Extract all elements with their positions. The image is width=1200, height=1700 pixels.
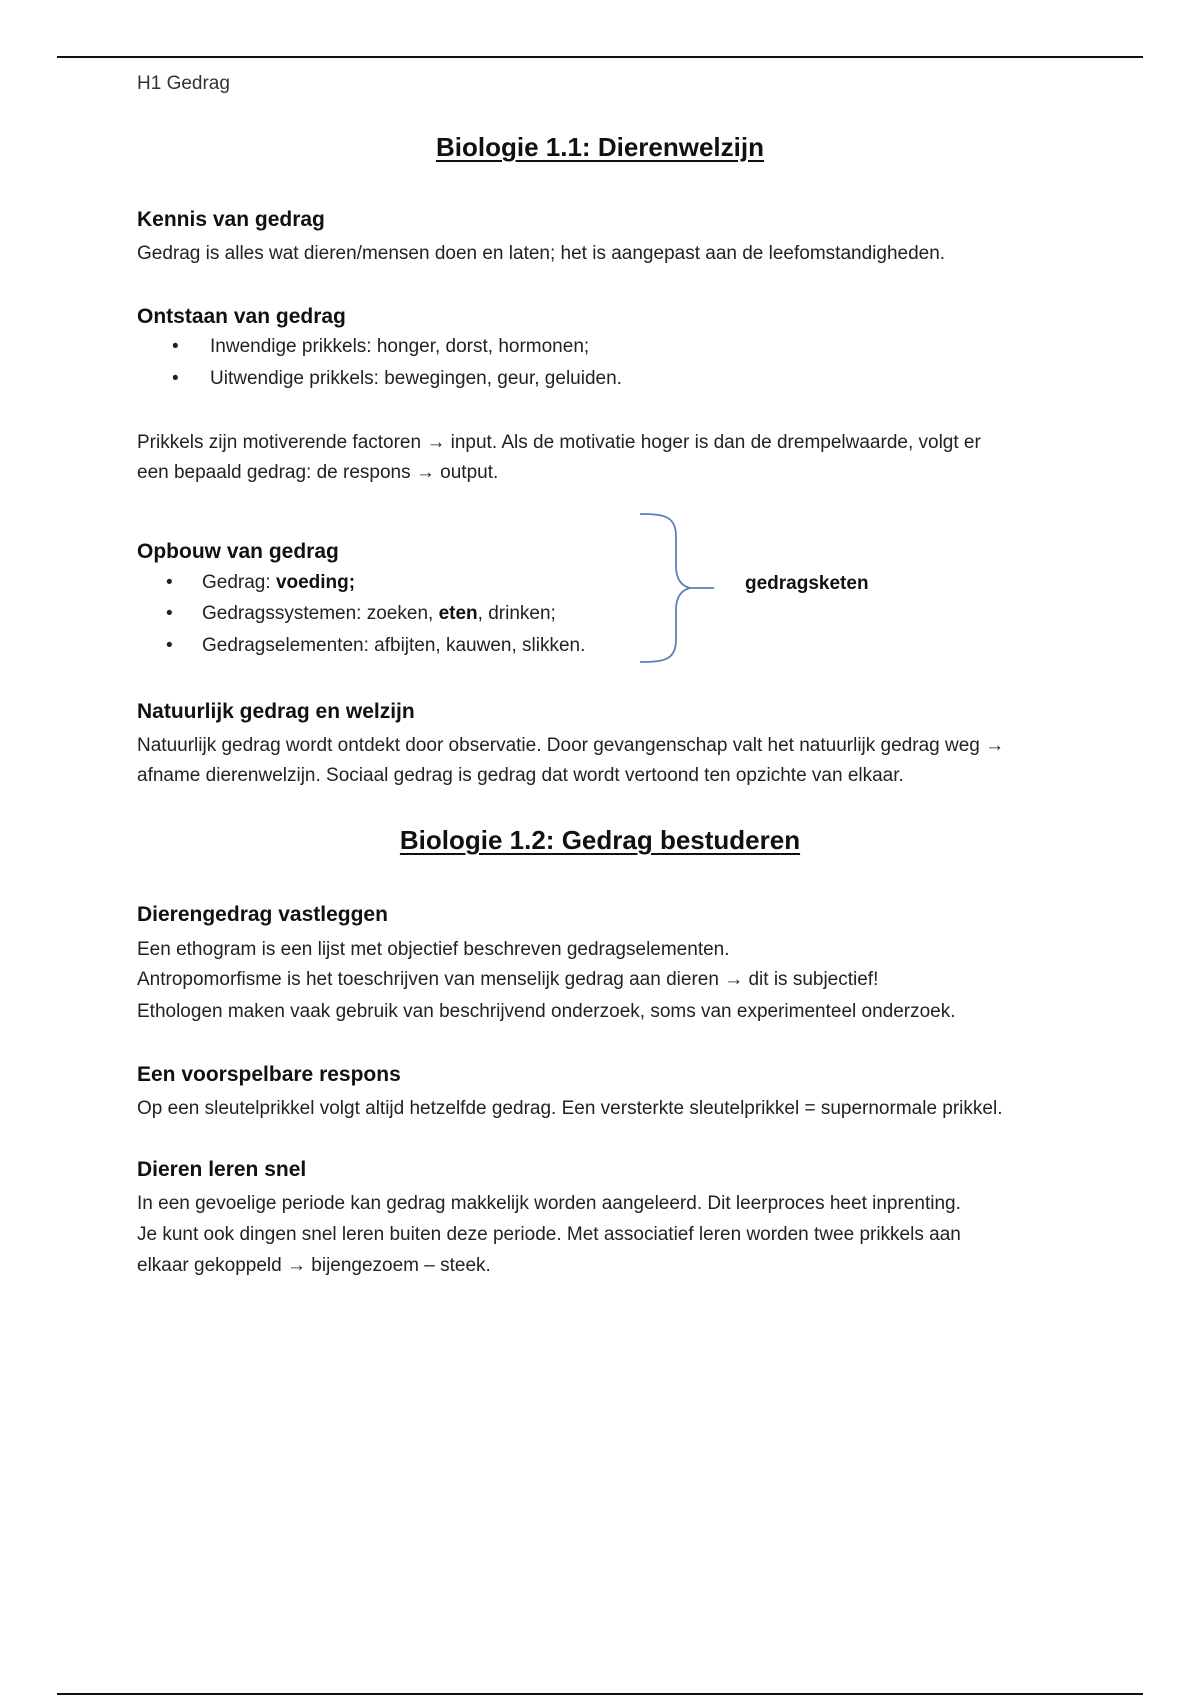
list-item-gedragssystemen-prefix: Gedragssystemen: zoeken, <box>202 603 439 624</box>
paragraph-natuurlijk-line-1: Natuurlijk gedrag wordt ontdekt door observatie. Door gevangenschap valt het natuurlijk gedrag weg → <box>137 735 1005 756</box>
list-item-gedragssystemen <box>202 603 556 625</box>
curly-brace-icon <box>630 508 720 668</box>
heading-ontstaan-van-gedrag: Ontstaan van gedrag <box>137 305 346 328</box>
list-item-gedrag-prefix: Gedrag: <box>202 572 276 593</box>
paragraph-prikkels-line-1: Prikkels zijn motiverende factoren → input. Als de motivatie hoger is dan de drempelwaarde, volgt er <box>137 432 981 453</box>
list-item-inwendige-prikkels: Inwendige prikkels: honger, dorst, hormonen; <box>210 336 590 357</box>
heading-opbouw-van-gedrag: Opbouw van gedrag <box>137 540 339 563</box>
heading-dierengedrag-vastleggen: Dierengedrag vastleggen <box>137 903 388 926</box>
heading-natuurlijk-gedrag: Natuurlijk gedrag en welzijn <box>137 700 415 723</box>
list-item-bullet-icon: • <box>166 603 173 624</box>
list-item-gedragselementen: Gedragselementen: afbijten, kauwen, slikken. <box>202 635 586 656</box>
paragraph-leren-line-2: Je kunt ook dingen snel leren buiten deze periode. Met associatief leren worden twee prikkels aan <box>137 1224 961 1245</box>
paragraph-natuurlijk-line-2: afname dierenwelzijn. Sociaal gedrag is gedrag dat wordt vertoond ten opzichte van elkaar. <box>137 765 904 786</box>
paragraph-leren-line-3: elkaar gekoppeld → bijengezoem – steek. <box>137 1255 491 1276</box>
list-item-uitwendige-prikkels: Uitwendige prikkels: bewegingen, geur, geluiden. <box>210 368 622 389</box>
page-header-label: H1 Gedrag <box>137 73 230 94</box>
list-item-bullet-icon: • <box>172 336 179 357</box>
list-item-bullet-icon: • <box>172 368 179 389</box>
section-title-1-2: Biologie 1.2: Gedrag bestuderen <box>399 825 801 855</box>
list-item-bullet-icon: • <box>166 572 173 593</box>
heading-dieren-leren-snel: Dieren leren snel <box>137 1158 307 1181</box>
list-item-gedragssystemen-bold: eten <box>438 603 478 624</box>
paragraph-prikkels-line-2: een bepaald gedrag: de respons → output. <box>137 462 499 483</box>
list-item-bullet-icon: • <box>166 635 173 656</box>
paragraph-vastleggen-line-2: Antropomorfisme is het toeschrijven van menselijk gedrag aan dieren → dit is subjectief! <box>137 969 879 990</box>
paragraph-respons: Op een sleutelprikkel volgt altijd hetzelfde gedrag. Een versterkte sleutelprikkel = supernormale prikkel. <box>137 1098 1003 1119</box>
section-title-1-1: Biologie 1.1: Dierenwelzijn <box>436 132 764 162</box>
paragraph-kennis-van-gedrag: Gedrag is alles wat dieren/mensen doen en laten; het is aangepast aan de leefomstandigheden. <box>137 243 946 264</box>
list-item-gedrag-voeding <box>202 572 355 594</box>
list-item-gedrag-bold: voeding; <box>275 572 356 593</box>
list-item-gedragssystemen-suffix: , drinken; <box>477 603 556 624</box>
heading-voorspelbare-respons: Een voorspelbare respons <box>137 1063 401 1086</box>
brace-label-gedragsketen: gedragsketen <box>745 573 869 594</box>
heading-kennis-van-gedrag: Kennis van gedrag <box>137 208 325 231</box>
footer-rule <box>57 1693 1143 1695</box>
paragraph-vastleggen-line-3: Ethologen maken vaak gebruik van beschrijvend onderzoek, soms van experimenteel onderzoek. <box>137 1001 956 1022</box>
paragraph-leren-line-1: In een gevoelige periode kan gedrag makkelijk worden aangeleerd. Dit leerproces heet inprenting. <box>137 1193 961 1214</box>
paragraph-vastleggen-line-1: Een ethogram is een lijst met objectief beschreven gedragselementen. <box>137 939 730 960</box>
header-rule <box>57 56 1143 58</box>
